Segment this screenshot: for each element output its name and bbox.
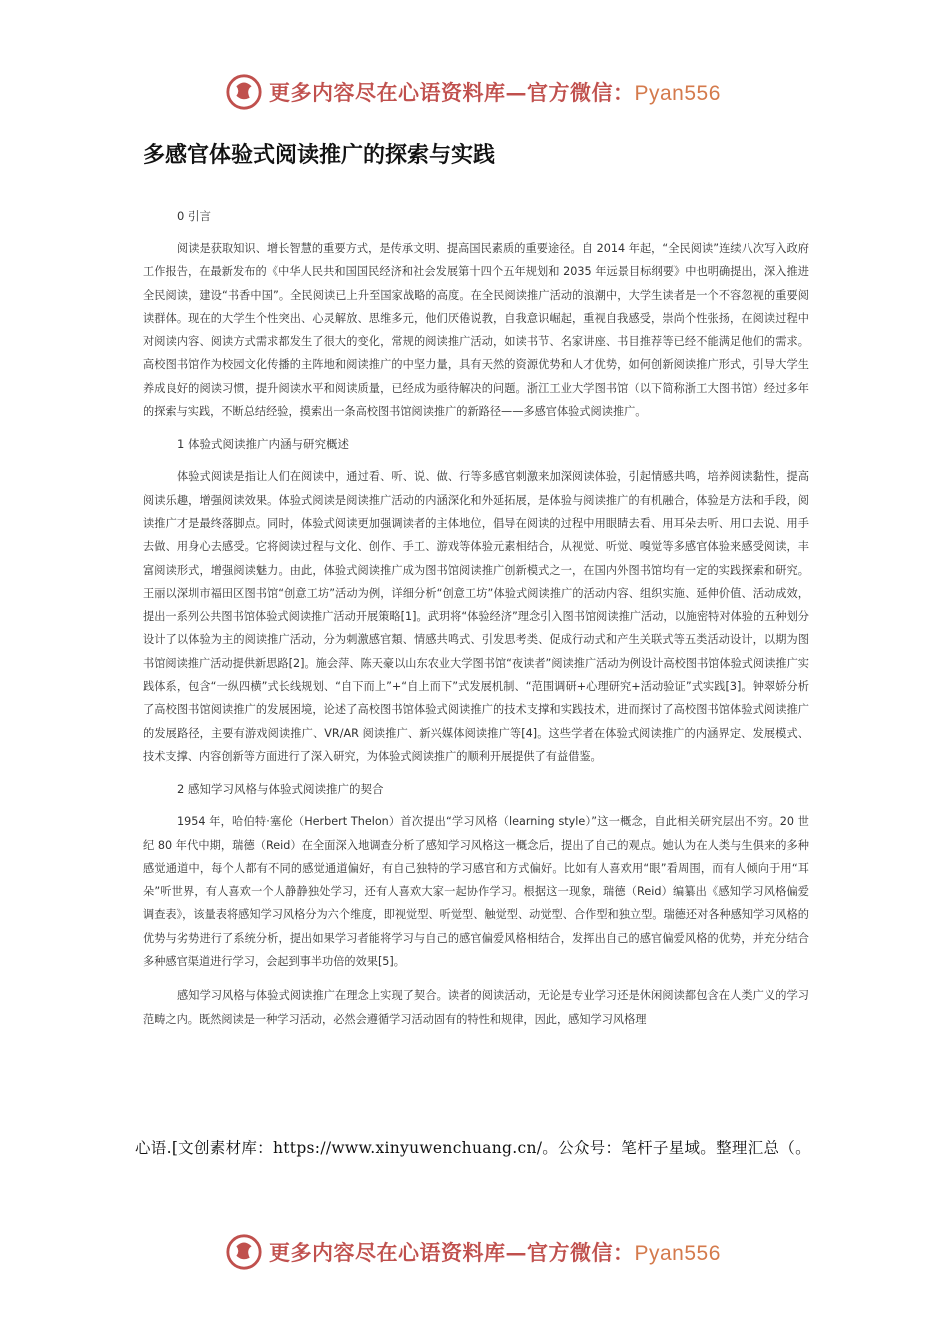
brand-logo-icon [225,1233,263,1271]
body-paragraph: 1954 年，哈伯特·塞伦（Herbert Thelon）首次提出“学习风格（learning style）”这一概念，自此相关研究层出不穷。20 世纪 80 年代中期，瑞德（Reid）在全面深入地调查分析了感知学习风格这一概念后，提出了自己的观点。她认为在人类与生俱来的多种感觉通道中，每个人都有不同的感觉通道偏好，有自己独特的学习感官和方式偏好。比如有人喜欢用“眼”看周围，而有人倾向于用“耳朵”听世界，有人喜欢一个人静静独处学习，还有人喜欢大家一起协作学习。根据这一现象，瑞德（Reid）编纂出《感知学习风格偏爱调查表》，该量表将感知学习风格分为六个维度，即视觉型、听觉型、触觉型、动觉型、合作型和独立型。瑞德还对各种感知学习风格的优势与劣势进行了系统分析，提出如果学习者能将学习与自己的感官偏爱风格相结合，发挥出自己的感官偏爱风格的优势，并充分结合多种感官渠道进行学习，会起到事半功倍的效果[5]。 [143,815,809,969]
section-heading: 2 感知学习风格与体验式阅读推广的契合 [177,782,384,797]
source-note: 心语.[文创素材库：https://www.xinyuwenchuang.cn/。公众号：笔杆子星域。整理汇总（。 [135,1139,811,1157]
section-heading: 1 体验式阅读推广内涵与研究概述 [177,437,349,452]
article-body [143,204,809,1031]
banner-text: 更多内容尽在心语资料库—官方微信：Pyan556 [269,1240,721,1265]
body-paragraph: 阅读是获取知识、增长智慧的重要方式，是传承文明、提高国民素质的重要途径。自 2014 年起，“全民阅读”连续八次写入政府工作报告，在最新发布的《中华人民共和国国民经济和社会发展第十四个五年规划和 2035 年远景目标纲要》中也明确提出，深入推进全民阅读，建设“书香中国”。全民阅读已上升至国家战略的高度。在全民阅读推广活动的浪潮中，大学生读者是一个不容忽视的重要阅读群体。现在的大学生个性突出、心灵解放、思维多元，他们厌倦说教，自我意识崛起，重视自我感受，崇尚个性张扬，在阅读过程中对阅读内容、阅读方式需求都发生了很大的变化，常规的阅读推广活动，如读书节、名家讲座、书目推荐等已经不能满足他们的需求。高校图书馆作为校园文化传播的主阵地和阅读推广的中坚力量，具有天然的资源优势和人才优势，如何创新阅读推广形式，引导大学生养成良好的阅读习惯，提升阅读水平和阅读质量，已经成为亟待解决的问题。浙江工业大学图书馆（以下简称浙工大图书馆）经过多年的探索与实践，不断总结经验，摸索出一条高校图书馆阅读推广的新路径——多感官体验式阅读推广。 [143,242,809,419]
wechat-id: Pyan556 [634,82,721,105]
header-watermark-banner [225,72,745,112]
body-paragraph: 体验式阅读是指让人们在阅读中，通过看、听、说、做、行等多感官刺激来加深阅读体验，引起情感共鸣，培养阅读黏性，提高阅读乐趣，增强阅读效果。体验式阅读是阅读推广活动的内涵深化和外延拓展，是体验与阅读推广的有机融合，体验是方法和手段，阅读推广才是最终落脚点。同时，体验式阅读更加强调读者的主体地位，倡导在阅读的过程中用眼睛去看、用耳朵去听、用口去说、用手去做、用身心去感受。它将阅读过程与文化、创作、手工、游戏等体验元素相结合，从视觉、听觉、嗅觉等多感官体验来感受阅读，丰富阅读形式，增强阅读魅力。由此，体验式阅读推广成为图书馆阅读推广创新模式之一，在国内外图书馆均有一定的实践探索和研究。王丽以深圳市福田区图书馆“创意工坊”活动为例，详细分析“创意工坊”体验式阅读推广的活动内容、组织实施、延伸价值、活动成效，提出一系列公共图书馆体验式阅读推广活动开展策略[1]。武玥将“体验经济”理念引入图书馆阅读推广活动，以施密特对体验的五种划分设计了以体验为主的阅读推广活动，分为刺激感官類、情感共鸣式、引发思考类、促成行动式和产生关联式等五类活动设计，以期为图书馆阅读推广活动提供新思路[2]。施会萍、陈天豪以山东农业大学图书馆“夜读者”阅读推广活动为例设计高校图书馆体验式阅读推广实践体系，包含“一纵四横”式长线规划、“自下而上”+“自上而下”式发展机制、“范围调研+心理研究+活动验证”式实践[3]。钟翠娇分析了高校图书馆阅读推广的发展困境，论述了高校图书馆体验式阅读推广的技术支撑和实践技术，进而探讨了高校图书馆体验式阅读推广的发展路径，主要有游戏阅读推广、VR/AR 阅读推广、新兴媒体阅读推广等[4]。这些学者在体验式阅读推广的内涵界定、发展模式、技术支撑、内容创新等方面进行了深入研究，为体验式阅读推广的顺利开展提供了有益借鉴。 [143,470,809,763]
section-heading: 0 引言 [177,209,211,223]
body-paragraph: 感知学习风格与体验式阅读推广在理念上实现了契合。读者的阅读活动，无论是专业学习还是休闲阅读都包含在人类广义的学习范畴之内。既然阅读是一种学习活动，必然会遵循学习活动固有的特性和规律，因此，感知学习风格理 [143,989,809,1026]
banner-text: 更多内容尽在心语资料库—官方微信：Pyan556 [269,80,721,105]
wechat-id: Pyan556 [634,1242,721,1265]
footer-watermark-banner [225,1232,745,1272]
article-title: 多感官体验式阅读推广的探索与实践 [143,142,496,167]
brand-logo-icon [225,73,263,111]
